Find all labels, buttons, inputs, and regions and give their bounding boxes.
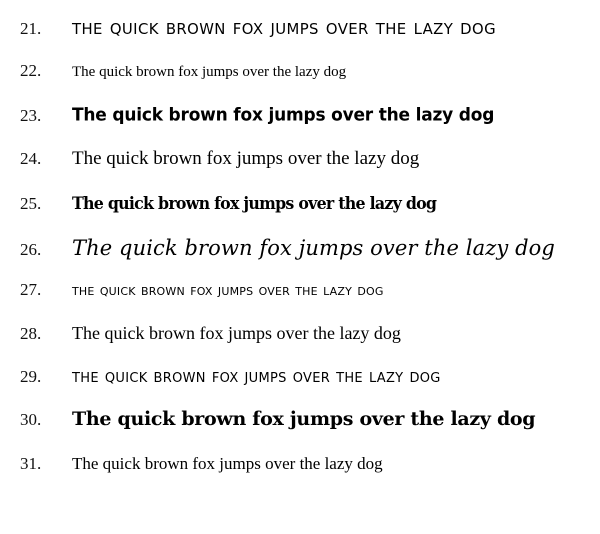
font-sample-text: The quick brown fox jumps over the lazy dog	[72, 148, 420, 170]
item-number: 31.	[20, 454, 42, 474]
item-number: 21.	[20, 19, 42, 38]
list-item	[10, 194, 590, 214]
font-sample-text: the quick brown fox jumps over the lazy dog	[72, 15, 496, 39]
list-item	[10, 454, 590, 474]
list-item	[10, 324, 590, 344]
list-item	[10, 280, 590, 300]
font-sample-text: The quick brown fox jumps over the lazy dog	[72, 323, 401, 344]
font-sample-text: The quick brown fox jumps over the lazy dog	[72, 235, 555, 260]
item-number: 30.	[20, 410, 42, 430]
item-number: 22.	[20, 61, 42, 81]
list-item	[10, 106, 590, 126]
item-number: 26.	[20, 239, 42, 259]
font-sample-text: The quick brown fox jumps over the lazy dog	[72, 454, 383, 474]
font-sample-text: The quick brown fox jumps over the lazy dog	[72, 64, 347, 81]
list-item	[10, 149, 590, 170]
font-sample-text: The quick brown fox jumps over the lazy dog	[72, 408, 536, 431]
item-number: 28.	[20, 324, 42, 344]
list-item	[10, 367, 590, 387]
item-number: 27.	[20, 280, 42, 300]
font-sample-text: The quick brown fox jumps over the lazy dog	[72, 104, 495, 127]
list-item	[10, 61, 590, 81]
item-number: 29.	[20, 367, 42, 387]
item-number: 24.	[20, 149, 42, 169]
list-item	[10, 16, 590, 39]
font-sample-text: the quick brown fox jumps over the lazy dog	[72, 280, 384, 300]
font-sample-text: The quick brown fox jumps over the lazy dog	[72, 193, 437, 214]
list-item	[10, 409, 590, 430]
item-number: 25.	[20, 193, 42, 213]
item-number: 23.	[20, 106, 42, 126]
list-item	[10, 237, 590, 260]
font-sample-text: the quick brown fox jumps over the lazy dog	[72, 366, 441, 388]
